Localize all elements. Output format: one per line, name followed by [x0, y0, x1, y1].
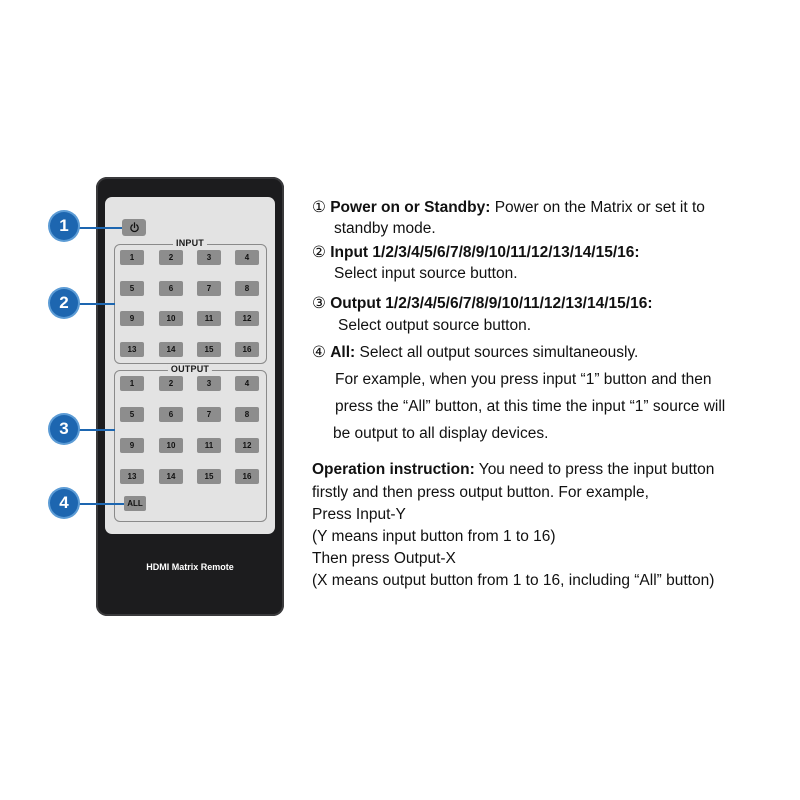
power-button[interactable] — [122, 219, 146, 236]
input-key-12[interactable]: 12 — [235, 311, 259, 326]
output-key-6[interactable]: 6 — [159, 407, 183, 422]
output-key-15[interactable]: 15 — [197, 469, 221, 484]
output-key-9[interactable]: 9 — [120, 438, 144, 453]
description-input — [312, 243, 640, 263]
input-key-7[interactable]: 7 — [197, 281, 221, 296]
remote-model-name: HDMI Matrix Remote — [146, 562, 234, 572]
output-key-16[interactable]: 16 — [235, 469, 259, 484]
output-key-4[interactable]: 4 — [235, 376, 259, 391]
operation-line-1: firstly and then press output button. For example, — [312, 484, 649, 501]
output-key-7[interactable]: 7 — [197, 407, 221, 422]
input-key-3[interactable]: 3 — [197, 250, 221, 265]
operation-instruction — [312, 460, 714, 480]
callout-1-leader — [78, 227, 122, 229]
output-title: Output 1/2/3/4/5/6/7/8/9/10/11/12/13/14/15/16: — [330, 295, 653, 312]
callout-2-leader — [78, 303, 115, 305]
all-cont-1: For example, when you press input “1” button and then — [335, 371, 712, 388]
output-key-2[interactable]: 2 — [159, 376, 183, 391]
operation-line-3: (Y means input button from 1 to 16) — [312, 528, 556, 545]
input-key-13[interactable]: 13 — [120, 342, 144, 357]
operation-line-5: (X means output button from 1 to 16, including “All” button) — [312, 572, 715, 589]
output-key-8[interactable]: 8 — [235, 407, 259, 422]
all-cont-2: press the “All” button, at this time the input “1” source will — [335, 398, 726, 415]
output-key-13[interactable]: 13 — [120, 469, 144, 484]
callout-2: 2 — [50, 289, 78, 317]
output-group-label: OUTPUT — [168, 364, 212, 374]
output-key-12[interactable]: 12 — [235, 438, 259, 453]
description-output — [312, 294, 652, 314]
callout-3: 3 — [50, 415, 78, 443]
description-power — [312, 198, 705, 218]
operation-line-2: Press Input-Y — [312, 506, 406, 523]
all-text: Select all output sources simultaneously. — [355, 344, 639, 361]
power-icon — [129, 222, 140, 233]
operation-line-4: Then press Output-X — [312, 550, 456, 567]
marker-1: ① — [312, 199, 326, 216]
output-key-10[interactable]: 10 — [159, 438, 183, 453]
all-cont-3: be output to all display devices. — [333, 425, 549, 442]
operation-title: Operation instruction: — [312, 461, 475, 478]
input-key-16[interactable]: 16 — [235, 342, 259, 357]
output-cont: Select output source button. — [338, 317, 532, 334]
callout-4: 4 — [50, 489, 78, 517]
output-key-11[interactable]: 11 — [197, 438, 221, 453]
power-text: Power on the Matrix or set it to — [490, 199, 705, 216]
callout-1: 1 — [50, 212, 78, 240]
input-key-8[interactable]: 8 — [235, 281, 259, 296]
input-cont: Select input source button. — [334, 265, 518, 282]
output-key-5[interactable]: 5 — [120, 407, 144, 422]
input-title: Input 1/2/3/4/5/6/7/8/9/10/11/12/13/14/15/16: — [330, 244, 640, 261]
output-key-1[interactable]: 1 — [120, 376, 144, 391]
input-key-11[interactable]: 11 — [197, 311, 221, 326]
all-title: All: — [330, 344, 356, 361]
output-key-3[interactable]: 3 — [197, 376, 221, 391]
input-group-label: INPUT — [173, 238, 207, 248]
input-key-15[interactable]: 15 — [197, 342, 221, 357]
input-key-6[interactable]: 6 — [159, 281, 183, 296]
input-key-4[interactable]: 4 — [235, 250, 259, 265]
input-key-2[interactable]: 2 — [159, 250, 183, 265]
power-cont: standby mode. — [334, 220, 436, 237]
input-key-14[interactable]: 14 — [159, 342, 183, 357]
operation-text: You need to press the input button — [474, 461, 715, 478]
callout-3-leader — [78, 429, 115, 431]
description-all — [312, 343, 638, 363]
input-key-5[interactable]: 5 — [120, 281, 144, 296]
callout-4-leader — [78, 503, 124, 505]
marker-3: ③ — [312, 295, 326, 312]
input-key-10[interactable]: 10 — [159, 311, 183, 326]
output-key-14[interactable]: 14 — [159, 469, 183, 484]
input-key-1[interactable]: 1 — [120, 250, 144, 265]
input-key-9[interactable]: 9 — [120, 311, 144, 326]
marker-2: ② — [312, 244, 326, 261]
all-button[interactable]: ALL — [124, 496, 146, 511]
marker-4: ④ — [312, 344, 326, 361]
power-title: Power on or Standby: — [330, 199, 491, 216]
